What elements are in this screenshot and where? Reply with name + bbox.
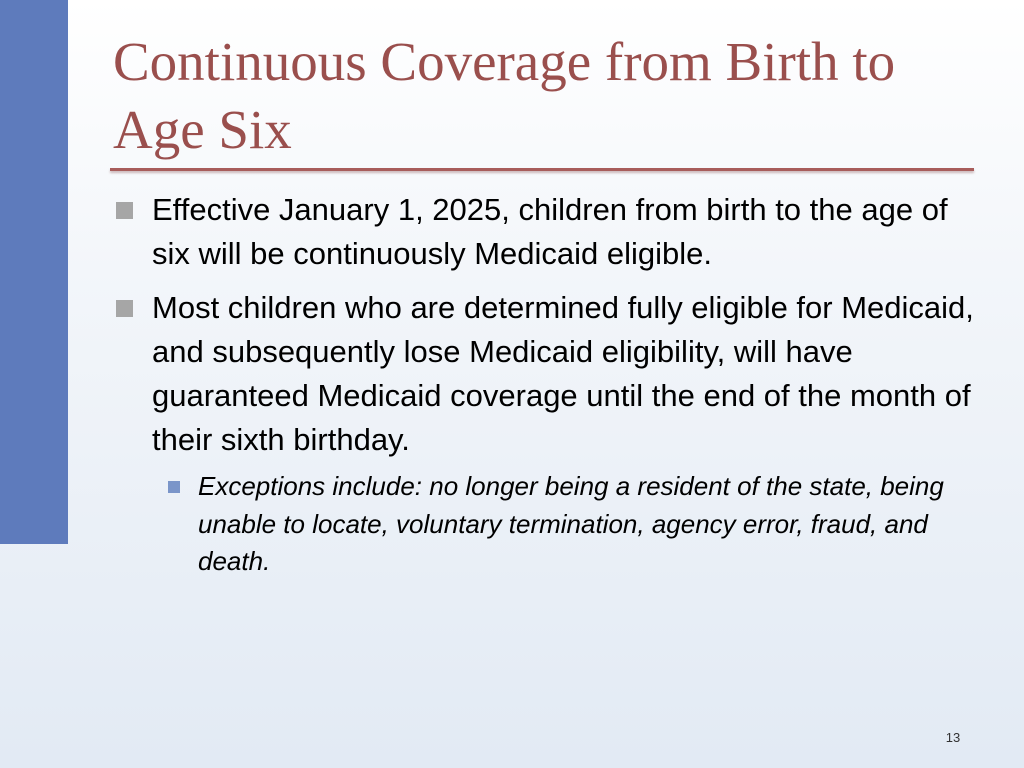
- square-sub-bullet-icon: [168, 481, 180, 493]
- bullet-item: [114, 188, 974, 276]
- side-accent-bar: [0, 0, 68, 544]
- title-divider: [110, 168, 974, 171]
- sub-bullet-list: [152, 468, 974, 581]
- bullet-item: [114, 286, 974, 581]
- square-bullet-icon: [116, 202, 133, 219]
- square-bullet-icon: [116, 300, 133, 317]
- sub-bullet-item: [152, 468, 950, 581]
- bullet-list: [114, 188, 974, 581]
- bullet-text: Most children who are determined fully eligible for Medicaid, and subsequently lose Medicaid eligibility, will have guaranteed Medicaid coverage until the end of the month of their sixth birthday.: [152, 290, 974, 457]
- page-number: 13: [945, 730, 961, 745]
- sub-bullet-text: Exceptions include: no longer being a resident of the state, being unable to locate, voluntary termination, agency error, fraud, and death.: [198, 471, 944, 576]
- slide-title: Continuous Coverage from Birth to Age Six: [113, 31, 896, 160]
- bullet-text: Effective January 1, 2025, children from birth to the age of six will be continuously Medicaid eligible.: [152, 192, 948, 271]
